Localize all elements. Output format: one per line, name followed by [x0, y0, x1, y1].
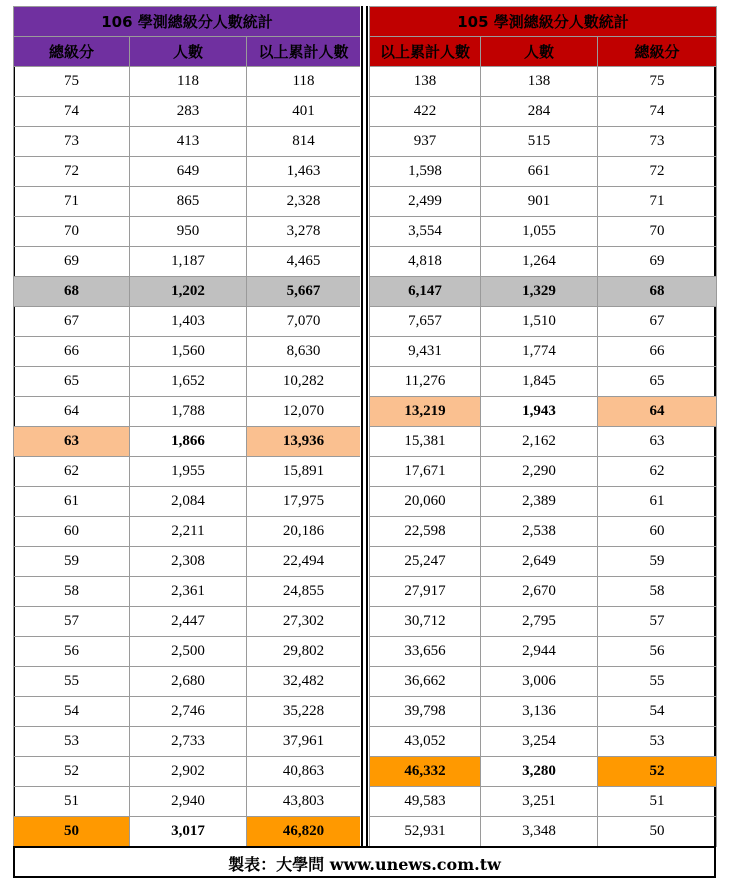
table-cell: 422 [370, 97, 481, 127]
table-row [370, 97, 717, 127]
table-cell: 1,187 [130, 247, 247, 277]
table-row [14, 187, 361, 217]
table-cell: 73 [598, 127, 717, 157]
table-row [14, 517, 361, 547]
table-cell: 937 [370, 127, 481, 157]
table-cell: 2,500 [130, 637, 247, 667]
table-cell: 22,494 [247, 547, 361, 577]
table-cell: 17,671 [370, 457, 481, 487]
table-cell: 67 [14, 307, 130, 337]
table-cell: 4,465 [247, 247, 361, 277]
table-cell: 56 [14, 637, 130, 667]
table-cell: 13,219 [370, 397, 481, 427]
table-cell: 65 [14, 367, 130, 397]
table-cell: 2,361 [130, 577, 247, 607]
table-cell: 30,712 [370, 607, 481, 637]
footer-credit: 製表：大學問 www.unews.com.tw [13, 846, 716, 878]
table-105-title: 105 學測總級分人數統計 [370, 7, 717, 37]
table-cell: 3,348 [481, 817, 598, 847]
table-cell: 2,308 [130, 547, 247, 577]
table-cell: 2,389 [481, 487, 598, 517]
table-cell: 2,499 [370, 187, 481, 217]
table-cell: 71 [598, 187, 717, 217]
table-row [370, 607, 717, 637]
table-cell: 2,447 [130, 607, 247, 637]
table-cell: 57 [598, 607, 717, 637]
table-cell: 15,381 [370, 427, 481, 457]
col-header: 以上累計人數 [247, 37, 361, 67]
table-cell: 3,017 [130, 817, 247, 847]
table-106 [13, 6, 361, 847]
table-cell: 2,649 [481, 547, 598, 577]
col-header: 人數 [130, 37, 247, 67]
table-row [370, 637, 717, 667]
table-cell: 1,652 [130, 367, 247, 397]
table-cell: 35,228 [247, 697, 361, 727]
table-cell: 7,070 [247, 307, 361, 337]
table-cell: 1,202 [130, 277, 247, 307]
table-cell: 1,055 [481, 217, 598, 247]
table-row [14, 217, 361, 247]
table-cell: 1,598 [370, 157, 481, 187]
table-cell: 1,866 [130, 427, 247, 457]
table-row [14, 397, 361, 427]
table-cell: 649 [130, 157, 247, 187]
table-cell: 36,662 [370, 667, 481, 697]
table-cell: 61 [598, 487, 717, 517]
table-cell: 284 [481, 97, 598, 127]
table-cell: 70 [14, 217, 130, 247]
table-row [14, 547, 361, 577]
table-cell: 33,656 [370, 637, 481, 667]
table-row [370, 307, 717, 337]
table-row [14, 307, 361, 337]
table-cell: 65 [598, 367, 717, 397]
table-row [14, 667, 361, 697]
table-cell: 8,630 [247, 337, 361, 367]
table-cell: 1,463 [247, 157, 361, 187]
table-106-title: 106 學測總級分人數統計 [14, 7, 361, 37]
table-cell: 1,943 [481, 397, 598, 427]
table-cell: 68 [14, 277, 130, 307]
table-cell: 3,278 [247, 217, 361, 247]
col-header: 總級分 [598, 37, 717, 67]
table-cell: 64 [598, 397, 717, 427]
table-cell: 2,902 [130, 757, 247, 787]
table-cell: 20,060 [370, 487, 481, 517]
table-row [14, 277, 361, 307]
table-cell: 43,803 [247, 787, 361, 817]
table-cell: 1,403 [130, 307, 247, 337]
table-cell: 118 [130, 67, 247, 97]
table-cell: 2,162 [481, 427, 598, 457]
table-cell: 5,667 [247, 277, 361, 307]
table-cell: 67 [598, 307, 717, 337]
table-105 [369, 6, 717, 847]
table-cell: 52,931 [370, 817, 481, 847]
table-cell: 2,795 [481, 607, 598, 637]
table-cell: 51 [14, 787, 130, 817]
table-cell: 37,961 [247, 727, 361, 757]
table-cell: 68 [598, 277, 717, 307]
table-cell: 1,955 [130, 457, 247, 487]
table-cell: 63 [14, 427, 130, 457]
table-cell: 814 [247, 127, 361, 157]
table-row [370, 577, 717, 607]
table-cell: 25,247 [370, 547, 481, 577]
table-cell: 2,211 [130, 517, 247, 547]
table-cell: 53 [598, 727, 717, 757]
table-cell: 57 [14, 607, 130, 637]
table-row [14, 787, 361, 817]
table-cell: 515 [481, 127, 598, 157]
table-row [14, 757, 361, 787]
table-row [370, 547, 717, 577]
table-cell: 62 [14, 457, 130, 487]
table-cell: 75 [14, 67, 130, 97]
table-cell: 55 [14, 667, 130, 697]
table-cell: 3,251 [481, 787, 598, 817]
table-row [370, 157, 717, 187]
table-cell: 2,328 [247, 187, 361, 217]
table-cell: 64 [14, 397, 130, 427]
table-cell: 58 [14, 577, 130, 607]
table-cell: 54 [14, 697, 130, 727]
table-cell: 2,944 [481, 637, 598, 667]
table-cell: 39,798 [370, 697, 481, 727]
table-cell: 1,788 [130, 397, 247, 427]
table-cell: 10,282 [247, 367, 361, 397]
table-row [14, 67, 361, 97]
table-cell: 73 [14, 127, 130, 157]
table-cell: 4,818 [370, 247, 481, 277]
table-cell: 1,774 [481, 337, 598, 367]
table-cell: 66 [14, 337, 130, 367]
table-row [370, 757, 717, 787]
table-row [14, 367, 361, 397]
table-cell: 20,186 [247, 517, 361, 547]
table-cell: 51 [598, 787, 717, 817]
table-cell: 52 [598, 757, 717, 787]
table-row [14, 427, 361, 457]
table-cell: 52 [14, 757, 130, 787]
table-row [14, 577, 361, 607]
table-separator [360, 6, 369, 846]
table-cell: 27,302 [247, 607, 361, 637]
table-cell: 1,510 [481, 307, 598, 337]
table-row [14, 337, 361, 367]
table-cell: 24,855 [247, 577, 361, 607]
table-row [14, 637, 361, 667]
table-cell: 2,733 [130, 727, 247, 757]
table-row [370, 457, 717, 487]
col-header: 人數 [481, 37, 598, 67]
table-cell: 2,940 [130, 787, 247, 817]
table-row [14, 697, 361, 727]
table-cell: 74 [598, 97, 717, 127]
table-row [370, 397, 717, 427]
table-cell: 118 [247, 67, 361, 97]
table-cell: 401 [247, 97, 361, 127]
table-cell: 12,070 [247, 397, 361, 427]
table-cell: 661 [481, 157, 598, 187]
table-cell: 43,052 [370, 727, 481, 757]
table-row [370, 817, 717, 847]
table-row [370, 517, 717, 547]
table-cell: 60 [14, 517, 130, 547]
table-cell: 413 [130, 127, 247, 157]
table-cell: 2,680 [130, 667, 247, 697]
table-cell: 3,254 [481, 727, 598, 757]
table-cell: 3,006 [481, 667, 598, 697]
table-cell: 3,554 [370, 217, 481, 247]
table-cell: 69 [598, 247, 717, 277]
table-row [370, 727, 717, 757]
table-row [370, 277, 717, 307]
table-cell: 53 [14, 727, 130, 757]
table-cell: 1,264 [481, 247, 598, 277]
table-cell: 22,598 [370, 517, 481, 547]
table-cell: 63 [598, 427, 717, 457]
table-cell: 59 [14, 547, 130, 577]
table-row [14, 817, 361, 847]
table-row [370, 787, 717, 817]
table-cell: 54 [598, 697, 717, 727]
table-row [370, 367, 717, 397]
table-cell: 901 [481, 187, 598, 217]
table-cell: 29,802 [247, 637, 361, 667]
table-cell: 2,290 [481, 457, 598, 487]
table-row [370, 247, 717, 277]
table-row [14, 457, 361, 487]
col-header: 總級分 [14, 37, 130, 67]
table-row [370, 127, 717, 157]
table-cell: 49,583 [370, 787, 481, 817]
table-cell: 138 [481, 67, 598, 97]
table-row [370, 217, 717, 247]
table-row [14, 97, 361, 127]
table-row [370, 697, 717, 727]
table-row [370, 187, 717, 217]
table-cell: 50 [598, 817, 717, 847]
table-cell: 1,329 [481, 277, 598, 307]
table-cell: 60 [598, 517, 717, 547]
table-cell: 2,746 [130, 697, 247, 727]
table-cell: 2,670 [481, 577, 598, 607]
table-cell: 72 [598, 157, 717, 187]
table-cell: 72 [14, 157, 130, 187]
table-row [370, 427, 717, 457]
table-cell: 3,280 [481, 757, 598, 787]
table-cell: 74 [14, 97, 130, 127]
table-row [14, 157, 361, 187]
table-row [370, 67, 717, 97]
table-cell: 865 [130, 187, 247, 217]
table-cell: 56 [598, 637, 717, 667]
table-cell: 46,820 [247, 817, 361, 847]
table-cell: 9,431 [370, 337, 481, 367]
table-cell: 61 [14, 487, 130, 517]
table-cell: 6,147 [370, 277, 481, 307]
table-cell: 55 [598, 667, 717, 697]
table-cell: 69 [14, 247, 130, 277]
table-cell: 1,845 [481, 367, 598, 397]
table-row [370, 337, 717, 367]
table-row [14, 727, 361, 757]
table-row [14, 127, 361, 157]
table-cell: 11,276 [370, 367, 481, 397]
table-row [14, 247, 361, 277]
table-cell: 27,917 [370, 577, 481, 607]
table-cell: 138 [370, 67, 481, 97]
table-cell: 50 [14, 817, 130, 847]
table-cell: 66 [598, 337, 717, 367]
table-cell: 17,975 [247, 487, 361, 517]
table-cell: 62 [598, 457, 717, 487]
table-row [370, 487, 717, 517]
table-cell: 2,538 [481, 517, 598, 547]
table-cell: 13,936 [247, 427, 361, 457]
table-cell: 7,657 [370, 307, 481, 337]
table-row [14, 607, 361, 637]
table-cell: 58 [598, 577, 717, 607]
table-cell: 3,136 [481, 697, 598, 727]
table-cell: 59 [598, 547, 717, 577]
table-cell: 40,863 [247, 757, 361, 787]
table-cell: 71 [14, 187, 130, 217]
col-header: 以上累計人數 [370, 37, 481, 67]
table-cell: 2,084 [130, 487, 247, 517]
table-cell: 283 [130, 97, 247, 127]
table-cell: 75 [598, 67, 717, 97]
table-cell: 15,891 [247, 457, 361, 487]
table-row [370, 667, 717, 697]
table-cell: 70 [598, 217, 717, 247]
table-row [14, 487, 361, 517]
table-cell: 46,332 [370, 757, 481, 787]
table-cell: 950 [130, 217, 247, 247]
table-cell: 32,482 [247, 667, 361, 697]
table-cell: 1,560 [130, 337, 247, 367]
